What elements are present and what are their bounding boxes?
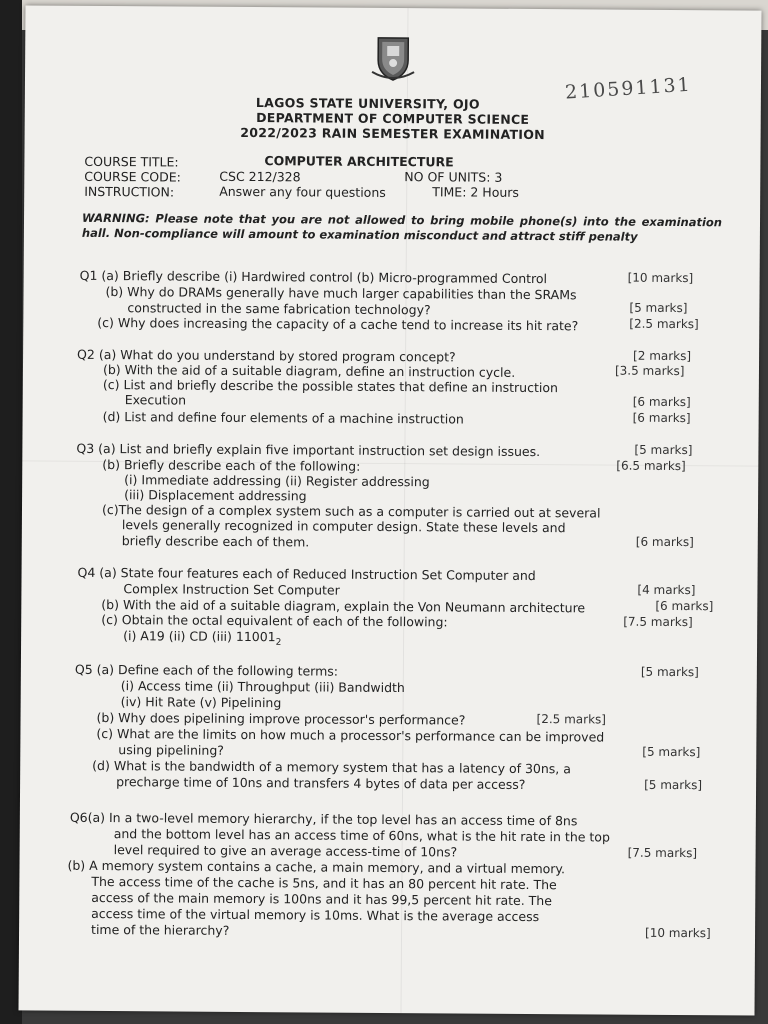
q4-b-marks: [6 marks]: [655, 598, 714, 614]
q5-b: (b) Why does pipelining improve processor's performance?: [96, 709, 466, 728]
q4-c-items: [123, 628, 281, 651]
course-code-label: COURSE CODE:: [84, 168, 181, 185]
q3-a-marks: [5 marks]: [634, 442, 693, 458]
q1-a: Q1 (a) Briefly describe (i) Hardwired control (b) Micro-programmed Control: [79, 267, 548, 287]
q1-c-marks: [2.5 marks]: [629, 316, 699, 332]
q6-b-marks: [10 marks]: [645, 925, 711, 941]
course-units: NO OF UNITS: 3: [404, 169, 503, 185]
q4-c-marks: [7.5 marks]: [623, 614, 693, 630]
q1-b-cont: constructed in the same fabrication technology?: [127, 300, 431, 318]
q6-a-marks: [7.5 marks]: [627, 845, 698, 861]
q5-d-cont: precharge time of 10ns and transfers 4 bytes of data per access?: [116, 774, 526, 792]
q3-b-iii: (iii) Displacement addressing: [124, 487, 307, 504]
q3-c-cont2: briefly describe each of them.: [121, 533, 310, 550]
university-crest-icon: [370, 32, 416, 82]
q2-b-marks: [3.5 marks]: [614, 363, 685, 379]
q5-b-marks: [2.5 marks]: [536, 712, 607, 727]
course-code-value: CSC 212/328: [219, 168, 301, 185]
q5-c: (c) What are the limits on how much a processor's performance can be improved: [96, 725, 605, 745]
q4-a-marks: [4 marks]: [637, 582, 696, 598]
q6-a-cont2: level required to give an average access-time of 10ns?: [113, 842, 458, 860]
q3-b-i: (i) Immediate addressing (ii) Register addressing: [124, 472, 430, 490]
q4-c: (c) Obtain the octal equivalent of each of the following:: [101, 611, 448, 630]
q3-c: (c)The design of a complex system such as a computer is carried out at several: [101, 501, 601, 521]
exam-time: TIME: 2 Hours: [432, 184, 520, 200]
q5-d-marks: [5 marks]: [644, 777, 703, 793]
q2-c: (c) List and briefly describe the possible states that define an instruction: [102, 376, 559, 396]
q5-a: Q5 (a) Define each of the following terms:: [74, 661, 339, 679]
university-name: LAGOS STATE UNIVERSITY, OJO: [255, 95, 480, 112]
q2-c-marks: [6 marks]: [632, 394, 691, 410]
department-name: DEPARTMENT OF COMPUTER SCIENCE: [256, 110, 530, 127]
q3-b-marks: [6.5 marks]: [616, 458, 686, 474]
q6-b-cont3: access time of the virtual memory is 10ms. What is the average access: [91, 905, 540, 925]
q5-d: (d) What is the bandwidth of a memory system that has a latency of 30ns, a: [92, 757, 572, 777]
q4-b: (b) With the aid of a suitable diagram, explain the Von Neumann architecture: [101, 596, 586, 616]
q1-b: (b) Why do DRAMs generally have much larger capabilities than the SRAMs: [105, 284, 577, 303]
q6-b-cont4: time of the hierarchy?: [91, 921, 230, 938]
q5-c-cont: using pipelining?: [118, 742, 224, 758]
q5-a-iv: (iv) Hit Rate (v) Pipelining: [120, 694, 282, 711]
q1-a-marks: [10 marks]: [627, 270, 694, 286]
q6-b-cont: The access time of the cache is 5ns, and it has an 80 percent hit rate. The: [91, 873, 557, 893]
q2-d-marks: [6 marks]: [632, 410, 691, 426]
q4-c-items-text: (i) A19 (ii) CD (iii) 11001: [123, 628, 276, 645]
q6-a: Q6(a) In a two-level memory hierarchy, if the top level has an access time of 8ns: [69, 809, 578, 829]
student-id-handwritten: 210591131: [564, 73, 693, 104]
q2-b: (b) With the aid of a suitable diagram, define an instruction cycle.: [102, 361, 516, 380]
q3-b: (b) Briefly describe each of the following:: [102, 456, 361, 474]
exam-paper: [19, 5, 762, 1015]
q4-c-base: 2: [275, 637, 282, 648]
q3-c-marks: [6 marks]: [635, 534, 694, 550]
q6-a-cont: and the bottom level has an access time of 60ns, what is the hit rate in the top: [113, 826, 610, 845]
q2-d: (d) List and define four elements of a machine instruction: [102, 408, 464, 427]
exam-title: 2022/2023 RAIN SEMESTER EXAMINATION: [240, 124, 546, 143]
q1-c: (c) Why does increasing the capacity of a cache tend to increase its hit rate?: [97, 314, 579, 334]
q6-b: (b) A memory system contains a cache, a main memory, and a virtual memory.: [67, 857, 566, 877]
q3-a: Q3 (a) List and briefly explain five important instruction set design issues.: [76, 440, 541, 460]
q5-a-i: (i) Access time (ii) Throughput (iii) Bandwidth: [120, 678, 405, 696]
instruction-value: Answer any four questions: [219, 183, 386, 200]
q2-a: Q2 (a) What do you understand by stored program concept?: [77, 346, 456, 365]
q5-a-marks: [5 marks]: [640, 664, 699, 680]
q4-a: Q4 (a) State four features each of Reduced Instruction Set Computer and: [77, 564, 536, 584]
q2-c-cont: Execution: [124, 392, 187, 408]
q1-b-marks: [5 marks]: [629, 300, 688, 316]
course-title-label: COURSE TITLE:: [84, 153, 179, 170]
q3-c-cont: levels generally recognized in computer design. State these levels and: [121, 517, 566, 536]
q5-c-marks: [5 marks]: [642, 744, 701, 760]
instruction-label: INSTRUCTION:: [84, 183, 175, 200]
course-title-value: COMPUTER ARCHITECTURE: [264, 153, 454, 170]
q2-a-marks: [2 marks]: [633, 348, 692, 364]
warning-notice: WARNING: Please note that you are not allowed to bring mobile phone(s) into the examination hall. Non-compliance will amount to examination misconduct and attract stiff penalty: [81, 210, 723, 244]
q6-b-cont2: access of the main memory is 100ns and it has 99,5 percent hit rate. The: [91, 889, 552, 909]
q4-a-cont: Complex Instruction Set Computer: [123, 581, 340, 598]
